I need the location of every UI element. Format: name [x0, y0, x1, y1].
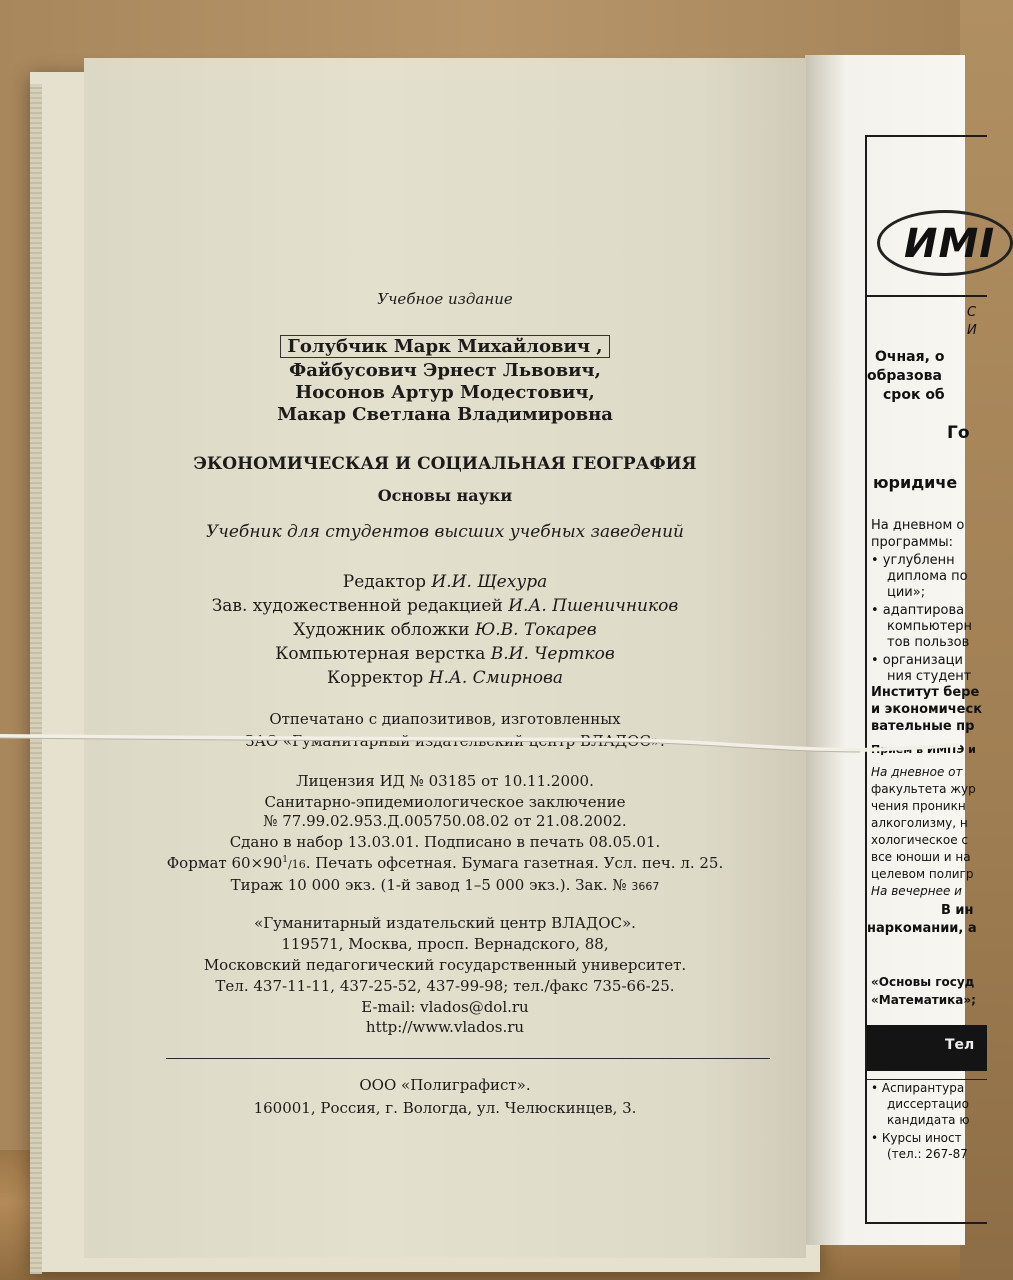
credit-line [84, 668, 806, 688]
printing-note: ЗАО «Гуманитарный издательский центр ВЛАДОС». [245, 732, 665, 750]
logo-text: ИМІ [904, 221, 996, 267]
side-letter: С [967, 305, 977, 320]
credit-line [84, 596, 806, 616]
advert-line: Очная, о [875, 349, 945, 365]
advert-line: хологическое с [871, 833, 969, 847]
publisher-phones: Тел. 437-11-11, 437-25-52, 437-99-98; тел./факс 735-66-25. [215, 977, 675, 995]
series-label: Учебное издание [377, 290, 513, 308]
advert-line: все юноши и на [871, 850, 971, 864]
advert-line: вательные пр [871, 719, 975, 734]
advert-line: компьютерн [887, 619, 973, 634]
publisher-url: http://www.vlados.ru [365, 1018, 525, 1036]
credit-role: Корректор [326, 668, 429, 688]
author-1 [84, 336, 806, 357]
phone-banner [867, 1025, 987, 1071]
divider-rule [166, 1058, 770, 1059]
advert-line: алкоголизму, н [871, 816, 968, 830]
advert-line: диплома по [887, 569, 968, 584]
page-stack-edge [30, 84, 42, 1274]
format-rest: . Печать офсетная. Бумага газетная. Усл. печ. л. 25. [305, 854, 724, 872]
sanitary-line: Санитарно-эпидемиологическое заключение [264, 793, 626, 811]
book-audience: Учебник для студентов высших учебных заведений [206, 522, 684, 542]
advert-line: и экономическ [871, 702, 983, 717]
advert-line: «Основы госуд [871, 975, 975, 989]
advert-line: образова [867, 368, 942, 384]
advert-line: ции»; [887, 585, 926, 600]
credit-name: В.И. Чертков [490, 644, 615, 664]
author-3: Носонов Артур Модестович, [295, 382, 595, 403]
globe-logo-icon [877, 210, 1013, 276]
credit-name: Н.А. Смирнова [428, 668, 564, 688]
credit-name: И.А. Пшеничников [508, 596, 679, 616]
logo-box [867, 185, 996, 297]
advert-line: • углубленн [871, 553, 955, 568]
advert-line: программы: [871, 535, 954, 550]
dates-line: Сдано в набор 13.03.01. Подписано в печать 08.05.01. [229, 833, 661, 851]
advert-frame [865, 135, 996, 1224]
format-prefix: Формат 60×90 [166, 854, 283, 872]
publisher-university: Московский педагогический государственный университет. [203, 956, 687, 974]
author-2: Файбусович Эрнест Львович, [289, 360, 601, 381]
sanitary-line: № 77.99.02.953.Д.005750.08.02 от 21.08.2002. [263, 812, 627, 830]
advert-line: диссертацио [887, 1097, 969, 1111]
author-4: Макар Светлана Владимировна [277, 404, 613, 425]
imprint-page [84, 58, 806, 1258]
advert-heading: юридиче [873, 473, 958, 492]
advert-line: ния студент [887, 669, 972, 684]
printer-address: 160001, Россия, г. Вологда, ул. Челюскинцев, 3. [253, 1099, 637, 1117]
book-subtitle: Основы науки [377, 486, 513, 505]
advert-line: • Курсы иност [871, 1131, 962, 1145]
credit-name: Ю.В. Токарев [474, 620, 597, 640]
publisher-email: E-mail: vlados@dol.ru [361, 998, 529, 1016]
order-number-stamp: 3667 [631, 880, 660, 893]
advert-line: факультета жур [871, 782, 976, 796]
license-line: Лицензия ИД № 03185 от 10.11.2000. [296, 772, 594, 790]
advert-line: (тел.: 267-87 [887, 1147, 968, 1161]
credit-line [84, 572, 806, 592]
printing-note: Отпечатано с диапозитивов, изготовленных [269, 710, 621, 728]
credit-line [84, 620, 806, 640]
right-page [805, 55, 996, 1245]
format-sub: /16 [287, 858, 306, 871]
advert-line: наркомании, а [867, 921, 977, 936]
publisher-address: 119571, Москва, просп. Вернадского, 88, [281, 935, 609, 953]
advert-line: чения проникн [871, 799, 966, 813]
advert-line: Институт бере [871, 685, 980, 700]
side-letter: И [967, 323, 977, 338]
advert-line: • адаптирова [871, 603, 965, 618]
print-run-line [84, 876, 806, 894]
format-sup: 1 [282, 855, 288, 865]
credit-line [84, 644, 806, 664]
advert-line: На дневном о [871, 518, 965, 533]
author-highlight-box: Голубчик Марк Михайлович , [280, 335, 609, 358]
credit-role: Зав. художественной редакцией [211, 596, 509, 616]
printer-name: ООО «Полиграфист». [359, 1076, 531, 1094]
credit-name: И.И. Щехура [431, 572, 548, 592]
advert-line: Прием в ИМПЭ и [871, 743, 976, 756]
advert-line: целевом полигр [871, 867, 974, 881]
print-run: Тираж 10 000 экз. (1-й завод 1–5 000 экз.). Зак. № [230, 876, 627, 894]
advert-line: На вечернее и [871, 884, 962, 898]
credit-role: Компьютерная верстка [275, 644, 491, 664]
advert-line: На дневное от [871, 765, 963, 779]
advert-line: • Аспирантура [871, 1081, 965, 1095]
advert-line: В ин [941, 903, 974, 918]
advert-line: «Математика»; [871, 993, 976, 1007]
credit-role: Редактор [342, 572, 432, 592]
advert-line: срок об [883, 387, 945, 403]
credit-role: Художник обложки [293, 620, 475, 640]
phone-banner-text: Тел [945, 1037, 975, 1053]
publisher-name: «Гуманитарный издательский центр ВЛАДОС». [254, 914, 636, 932]
advert-line: • организаци [871, 653, 963, 668]
advert-line: кандидата ю [887, 1113, 970, 1127]
advert-heading: Го [947, 423, 970, 443]
book-title: ЭКОНОМИЧЕСКАЯ И СОЦИАЛЬНАЯ ГЕОГРАФИЯ [193, 454, 697, 474]
advert-line: тов пользов [887, 635, 970, 650]
format-line [84, 854, 806, 872]
